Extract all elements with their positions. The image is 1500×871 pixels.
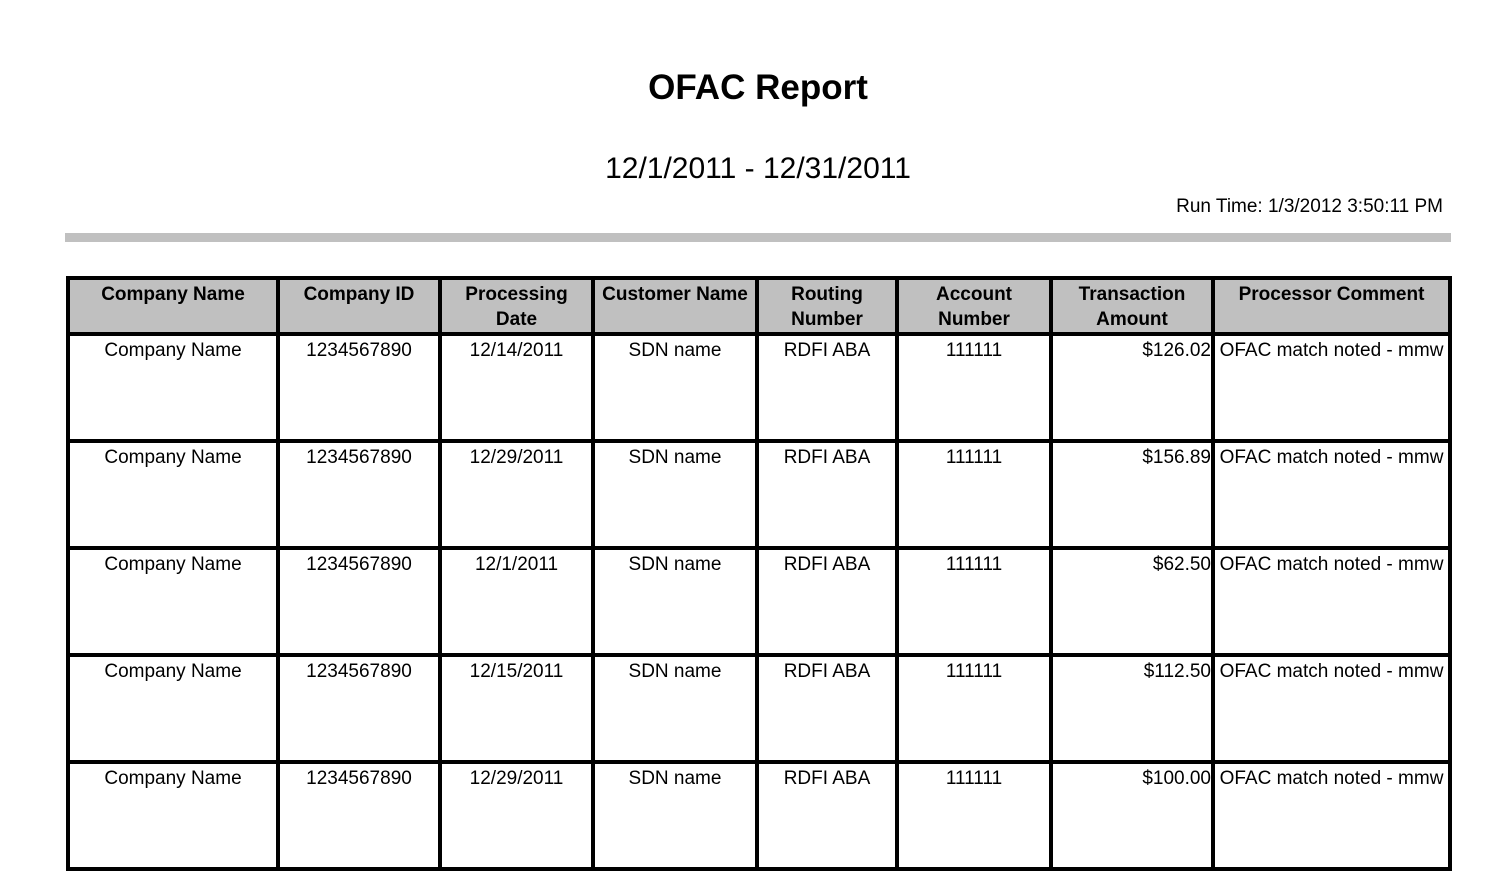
cell-company-name: Company Name: [68, 441, 278, 548]
cell-processing-date: 12/15/2011: [440, 655, 593, 762]
cell-company-name: Company Name: [68, 548, 278, 655]
cell-transaction-amount: $112.50: [1051, 655, 1213, 762]
cell-processing-date: 12/14/2011: [440, 334, 593, 441]
cell-routing-number: RDFI ABA: [757, 334, 897, 441]
column-header-transaction-amount: Transaction Amount: [1051, 278, 1213, 334]
table-row: [68, 441, 1450, 548]
cell-routing-number: RDFI ABA: [757, 441, 897, 548]
cell-account-number: 111111: [897, 655, 1051, 762]
table-row: [68, 762, 1450, 869]
column-header-company-name: Company Name: [68, 278, 278, 334]
cell-customer-name: SDN name: [593, 334, 757, 441]
cell-company-name: Company Name: [68, 762, 278, 869]
cell-account-number: 111111: [897, 762, 1051, 869]
cell-customer-name: SDN name: [593, 548, 757, 655]
column-header-customer-name: Customer Name: [593, 278, 757, 334]
run-time: Run Time: 1/3/2012 3:50:11 PM: [1176, 196, 1443, 217]
column-header-processor-comment: Processor Comment: [1213, 278, 1450, 334]
column-header-company-id: Company ID: [278, 278, 440, 334]
cell-customer-name: SDN name: [593, 762, 757, 869]
cell-processor-comment: OFAC match noted - mmw: [1213, 655, 1450, 762]
cell-routing-number: RDFI ABA: [757, 548, 897, 655]
column-header-account-number: Account Number: [897, 278, 1051, 334]
cell-processing-date: 12/29/2011: [440, 762, 593, 869]
cell-company-id: 1234567890: [278, 334, 440, 441]
column-header-processing-date: Processing Date: [440, 278, 593, 334]
table-header-row: [68, 278, 1450, 334]
table-row: [68, 334, 1450, 441]
cell-routing-number: RDFI ABA: [757, 655, 897, 762]
column-header-routing-number: Routing Number: [757, 278, 897, 334]
cell-company-id: 1234567890: [278, 655, 440, 762]
cell-company-id: 1234567890: [278, 441, 440, 548]
ofac-table: [66, 276, 1452, 871]
cell-processing-date: 12/29/2011: [440, 441, 593, 548]
cell-processor-comment: OFAC match noted - mmw: [1213, 334, 1450, 441]
cell-transaction-amount: $100.00: [1051, 762, 1213, 869]
cell-transaction-amount: $62.50: [1051, 548, 1213, 655]
table-row: [68, 548, 1450, 655]
report-title: OFAC Report: [648, 68, 868, 107]
cell-processor-comment: OFAC match noted - mmw: [1213, 441, 1450, 548]
cell-transaction-amount: $156.89: [1051, 441, 1213, 548]
cell-processor-comment: OFAC match noted - mmw: [1213, 762, 1450, 869]
header-divider: [65, 233, 1451, 242]
cell-account-number: 111111: [897, 441, 1051, 548]
cell-routing-number: RDFI ABA: [757, 762, 897, 869]
cell-customer-name: SDN name: [593, 441, 757, 548]
cell-account-number: 111111: [897, 548, 1051, 655]
cell-customer-name: SDN name: [593, 655, 757, 762]
cell-company-name: Company Name: [68, 334, 278, 441]
cell-account-number: 111111: [897, 334, 1051, 441]
table-row: [68, 655, 1450, 762]
cell-transaction-amount: $126.02: [1051, 334, 1213, 441]
cell-processor-comment: OFAC match noted - mmw: [1213, 548, 1450, 655]
cell-company-id: 1234567890: [278, 548, 440, 655]
cell-company-name: Company Name: [68, 655, 278, 762]
cell-company-id: 1234567890: [278, 762, 440, 869]
report-date-range: 12/1/2011 - 12/31/2011: [605, 152, 911, 185]
cell-processing-date: 12/1/2011: [440, 548, 593, 655]
